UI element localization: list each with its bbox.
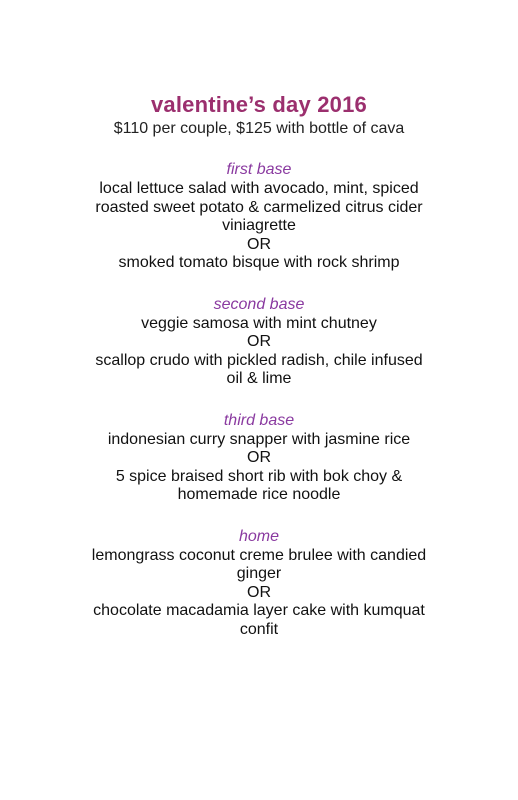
- course-name: third base: [223, 411, 295, 429]
- dish-option-1: veggie samosa with mint chutney: [141, 314, 377, 332]
- course-third-base: [0, 412, 518, 505]
- or-separator: OR: [247, 333, 271, 350]
- course-name: home: [238, 527, 280, 545]
- or-separator: OR: [247, 449, 271, 466]
- course-home: [0, 528, 518, 640]
- course-name: first base: [226, 161, 292, 178]
- menu-price: $110 per couple, $125 with bottle of cava: [113, 120, 405, 137]
- course-second-base: [0, 296, 518, 389]
- dish-option-1: indonesian curry snapper with jasmine rice: [107, 430, 411, 448]
- menu: [0, 92, 518, 639]
- dish-option-2: chocolate macadamia layer cake with kumquat confit: [93, 602, 425, 638]
- or-separator: OR: [247, 235, 271, 253]
- menu-title: valentine’s day 2016: [151, 92, 367, 117]
- dish-option-1: local lettuce salad with avocado, mint, spiced roasted sweet potato & carmelized citrus cider viniagrette: [95, 180, 423, 234]
- course-name: second base: [213, 295, 305, 313]
- dish-option-2: scallop crudo with pickled radish, chile infused oil & lime: [95, 351, 423, 387]
- course-first-base: [0, 161, 518, 273]
- dish-option-2: smoked tomato bisque with rock shrimp: [118, 254, 400, 271]
- or-separator: OR: [247, 583, 271, 601]
- dish-option-2: 5 spice braised short rib with bok choy & homemade rice noodle: [115, 467, 403, 503]
- dish-option-1: lemongrass coconut creme brulee with candied ginger: [91, 546, 427, 582]
